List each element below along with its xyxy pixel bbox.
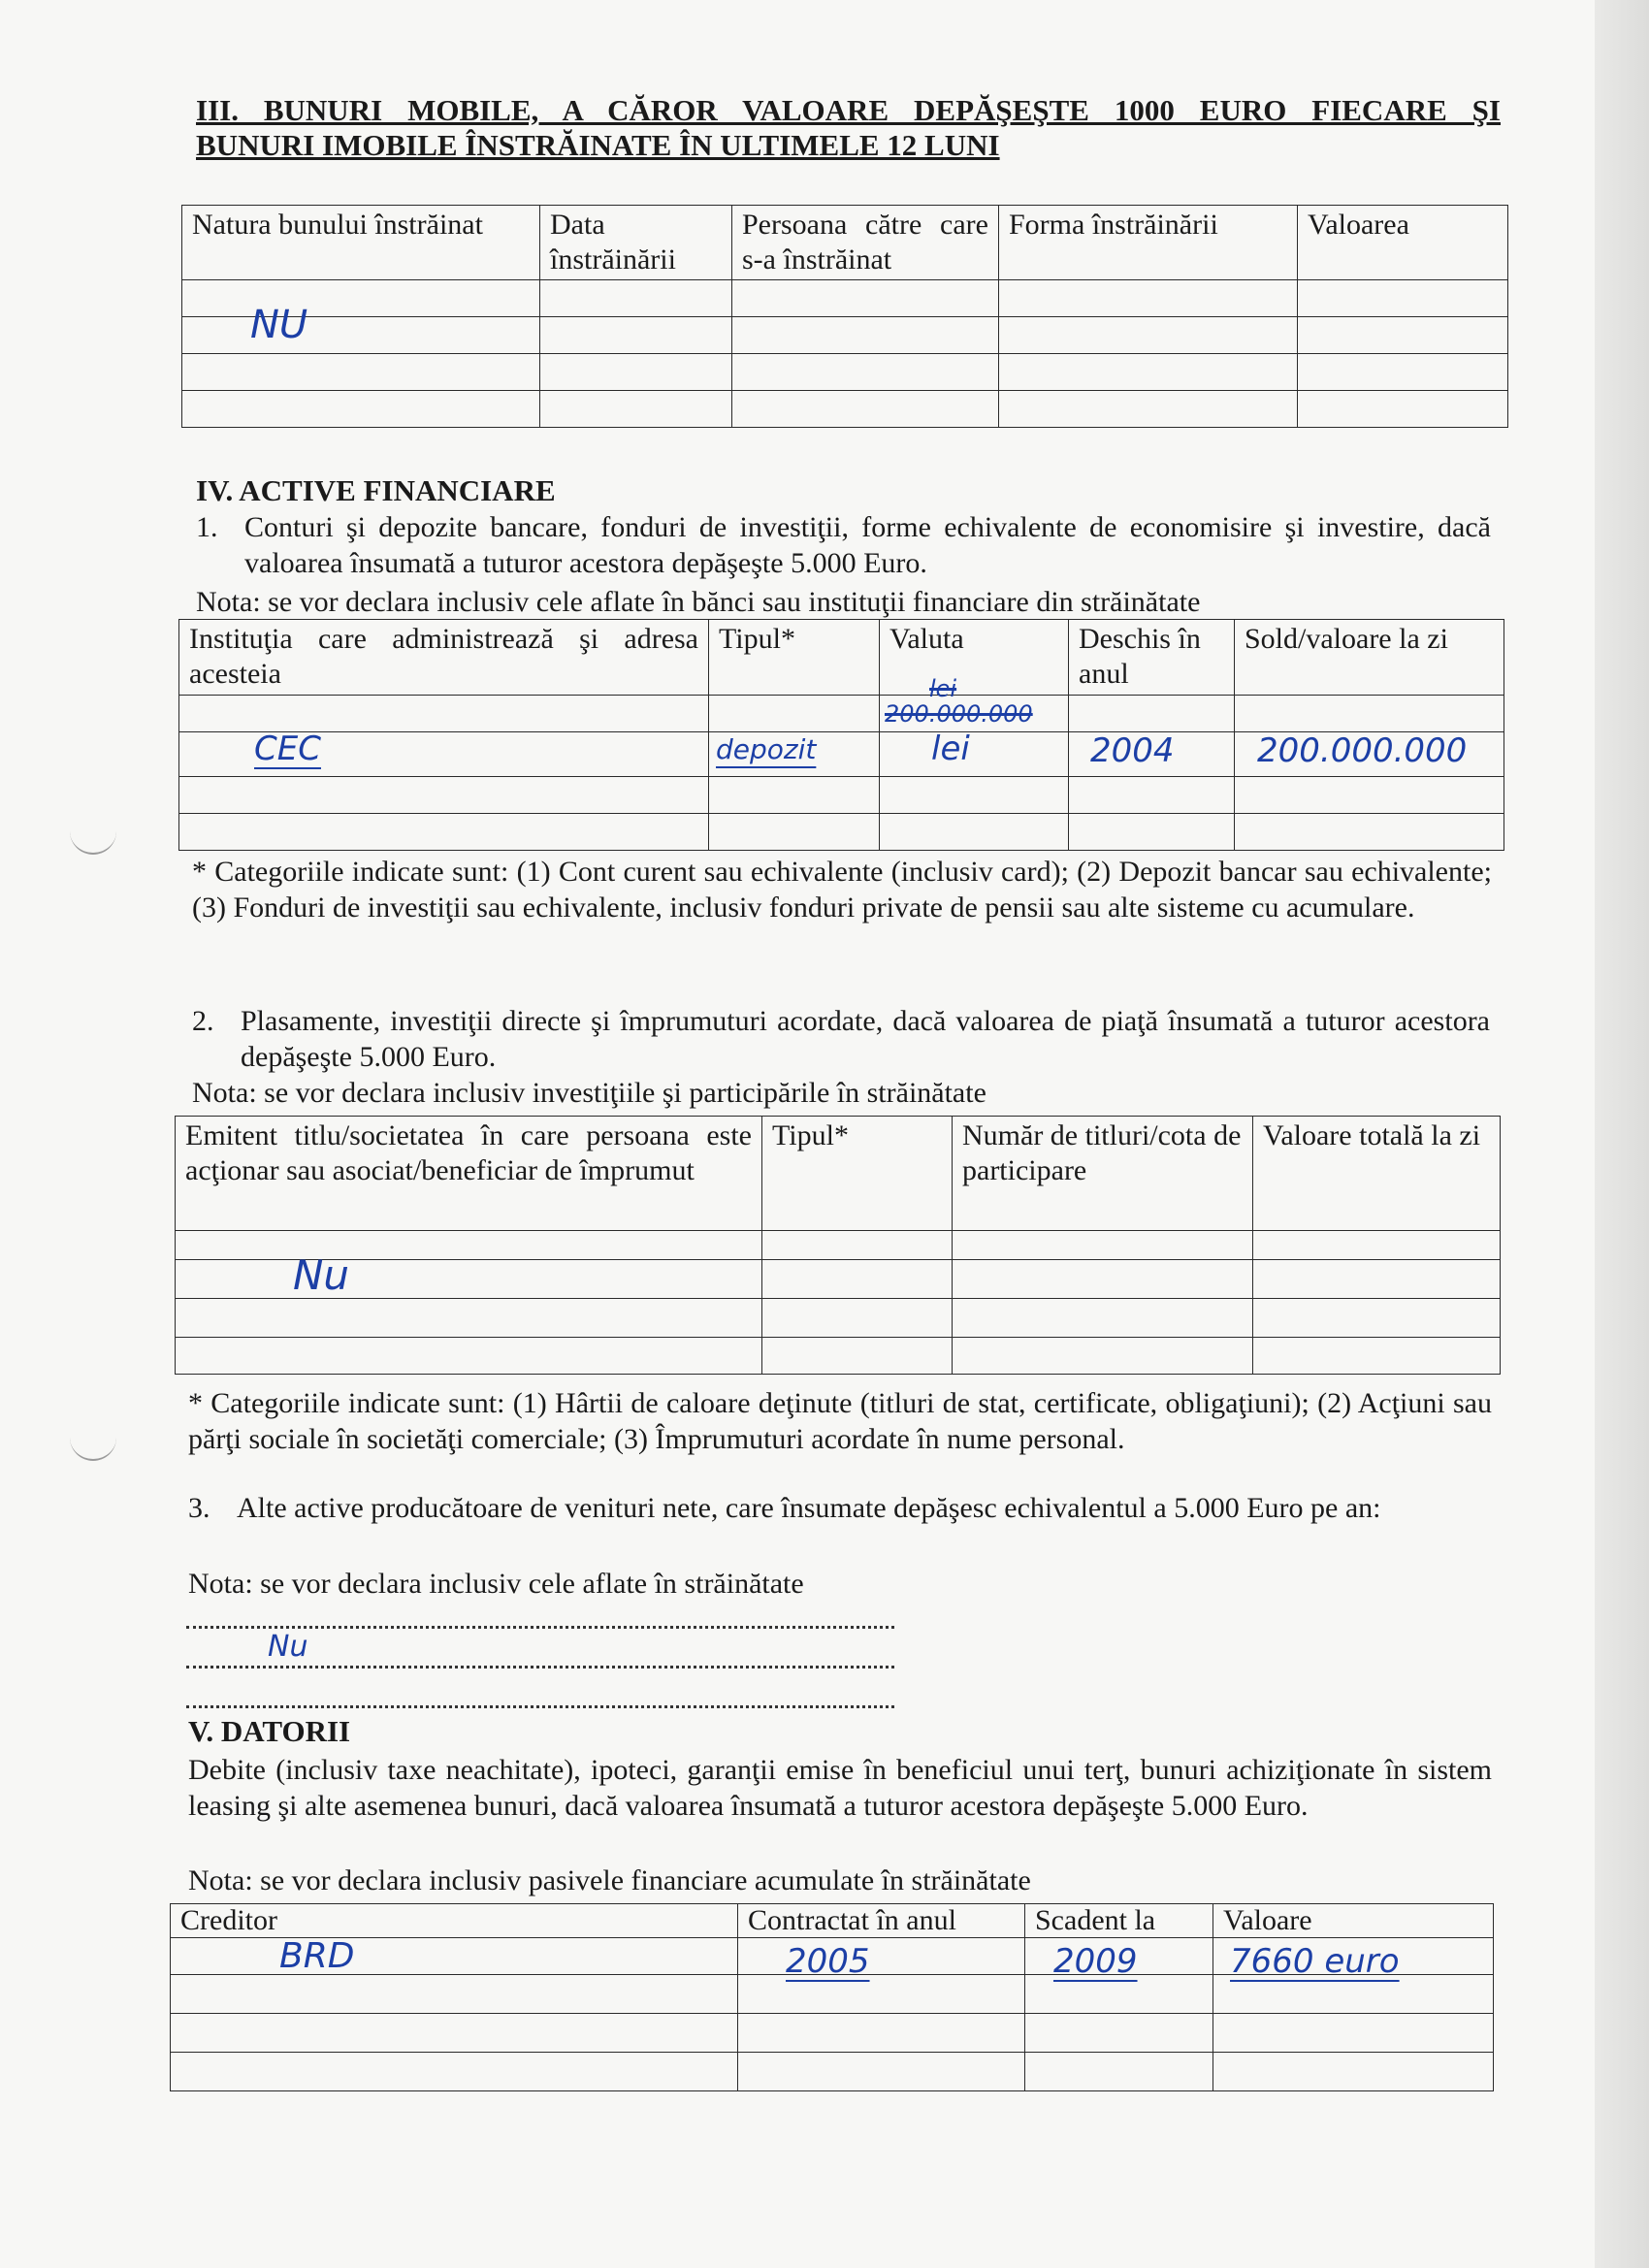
col-header: Data înstrăinării: [540, 206, 732, 280]
table-row: [182, 391, 1508, 428]
col-header: Tipul*: [709, 620, 880, 696]
col-header: Valoarea: [1298, 206, 1508, 280]
col-header: Deschis în anul: [1069, 620, 1235, 696]
col-header: Contractat în anul: [738, 1904, 1025, 1938]
item2-footnote: * Categoriile indicate sunt: (1) Hârtii de caloare deţinute (titluri de stat, certificate, obligaţiuni); (2) Acţiuni sau părţi sociale în societăţi comerciale; (3) Împrumuturi acordate în nume personal.: [188, 1387, 1492, 1455]
struck-currency: lei: [929, 675, 957, 702]
item3-text: 3. Alte active producătoare de venituri nete, care însumate depăşesc echivalentul a 5.000 Euro pe an:: [188, 1492, 1381, 1524]
handwritten-balance: 200.000.000: [1257, 731, 1468, 770]
table-row: [179, 696, 1504, 732]
section5-title: V. DATORII: [188, 1714, 351, 1748]
item1-footnote: * Categoriile indicate sunt: (1) Cont curent sau echivalente (inclusiv card); (2) Depozit bancar sau echivalente; (3) Fonduri de investiţii sau echivalente, inclusiv fonduri private de pensii sau alte sisteme cu acumulare.: [192, 856, 1492, 923]
table-row: [179, 814, 1504, 851]
handwritten-nu: Nu: [268, 1630, 308, 1664]
handwritten-creditor: BRD: [279, 1936, 355, 1976]
handwritten-nu: Nu: [293, 1251, 350, 1299]
col-header: Valoare totală la zi: [1253, 1117, 1501, 1231]
debts-table: [170, 1903, 1494, 2091]
table-row: [171, 2053, 1494, 2091]
table-row: [171, 2014, 1494, 2053]
page-edge: [1595, 0, 1649, 2268]
section3-title: III. BUNURI MOBILE, A CĂROR VALOARE DEPĂŞEŞTE 1000 EURO FIECARE ŞI BUNURI IMOBILE ÎNSTRĂINATE ÎN ULTIMELE 12 LUNI: [196, 93, 1501, 162]
section5-note: Nota: se vor declara inclusiv pasivele financiare acumulate în străinătate: [188, 1864, 1031, 1896]
handwritten-debt-value: 7660 euro: [1230, 1942, 1400, 1981]
handwritten-currency: lei: [931, 729, 970, 768]
col-header: Număr de titluri/cota de participare: [953, 1117, 1253, 1231]
col-header: Emitent titlu/societatea în care persoana este acţionar sau asociat/beneficiar de împrumut: [176, 1117, 762, 1231]
col-header: Creditor: [171, 1904, 738, 1938]
item1-note: Nota: se vor declara inclusiv cele aflate în bănci sau instituţii financiare din străinătate: [196, 586, 1201, 618]
col-header: Natura bunului înstrăinat: [182, 206, 540, 280]
punch-hole: [70, 820, 116, 855]
handwritten-year: 2004: [1090, 731, 1175, 770]
table-row: [179, 777, 1504, 814]
table-row: [176, 1299, 1501, 1338]
table-row: [182, 280, 1508, 317]
item1-text: 1. Conturi şi depozite bancare, fonduri de investiţii, forme echivalente de economisire şi investire, dacă valoarea însumată a tuturor acestora depăşeşte 5.000 Euro.: [196, 511, 1491, 579]
table-row: [176, 1338, 1501, 1375]
punch-hole: [70, 1426, 116, 1461]
item2-text: 2. Plasamente, investiţii directe şi împrumuturi acordate, dacă valoarea de piaţă însumată a tuturor acestora depăşeşte 5.000 Euro.: [192, 1005, 1490, 1073]
col-header: Sold/valoare la zi: [1235, 620, 1504, 696]
section4-title: IV. ACTIVE FINANCIARE: [196, 473, 556, 507]
col-header: Valoare: [1213, 1904, 1494, 1938]
handwritten-due-year: 2009: [1053, 1942, 1138, 1981]
col-header: Persoana către care s-a înstrăinat: [732, 206, 999, 280]
table-row: [176, 1231, 1501, 1260]
col-header: Instituţia care administrează şi adresa acesteia: [179, 620, 709, 696]
handwritten-nu: NU: [250, 303, 308, 347]
col-header: Valuta: [880, 620, 1069, 696]
dotted-line: [186, 1701, 894, 1708]
col-header: Forma înstrăinării: [999, 206, 1298, 280]
dotted-line: [186, 1622, 894, 1629]
struck-value: 200.000.000: [885, 700, 1033, 728]
item3-note: Nota: se vor declara inclusiv cele aflate în străinătate: [188, 1568, 804, 1600]
section5-text: Debite (inclusiv taxe neachitate), ipoteci, garanţii emise în beneficiul unui terţ, bunuri achiziţionate în sistem leasing şi alte asemenea bunuri, dacă valoarea însumată a tuturor acestora depăşeşte 5.000 Euro.: [188, 1754, 1492, 1822]
col-header: Scadent la: [1025, 1904, 1213, 1938]
investments-table: [175, 1116, 1501, 1375]
col-header: Tipul*: [762, 1117, 953, 1231]
handwritten-institution: CEC: [254, 729, 321, 768]
handwritten-type: depozit: [716, 733, 817, 765]
table-row: [176, 1260, 1501, 1299]
table-row: [182, 354, 1508, 391]
handwritten-contract-year: 2005: [786, 1942, 870, 1981]
table-row: [182, 317, 1508, 354]
item2-note: Nota: se vor declara inclusiv investiţiile şi participările în străinătate: [192, 1077, 986, 1109]
alienated-goods-table: [181, 205, 1508, 428]
